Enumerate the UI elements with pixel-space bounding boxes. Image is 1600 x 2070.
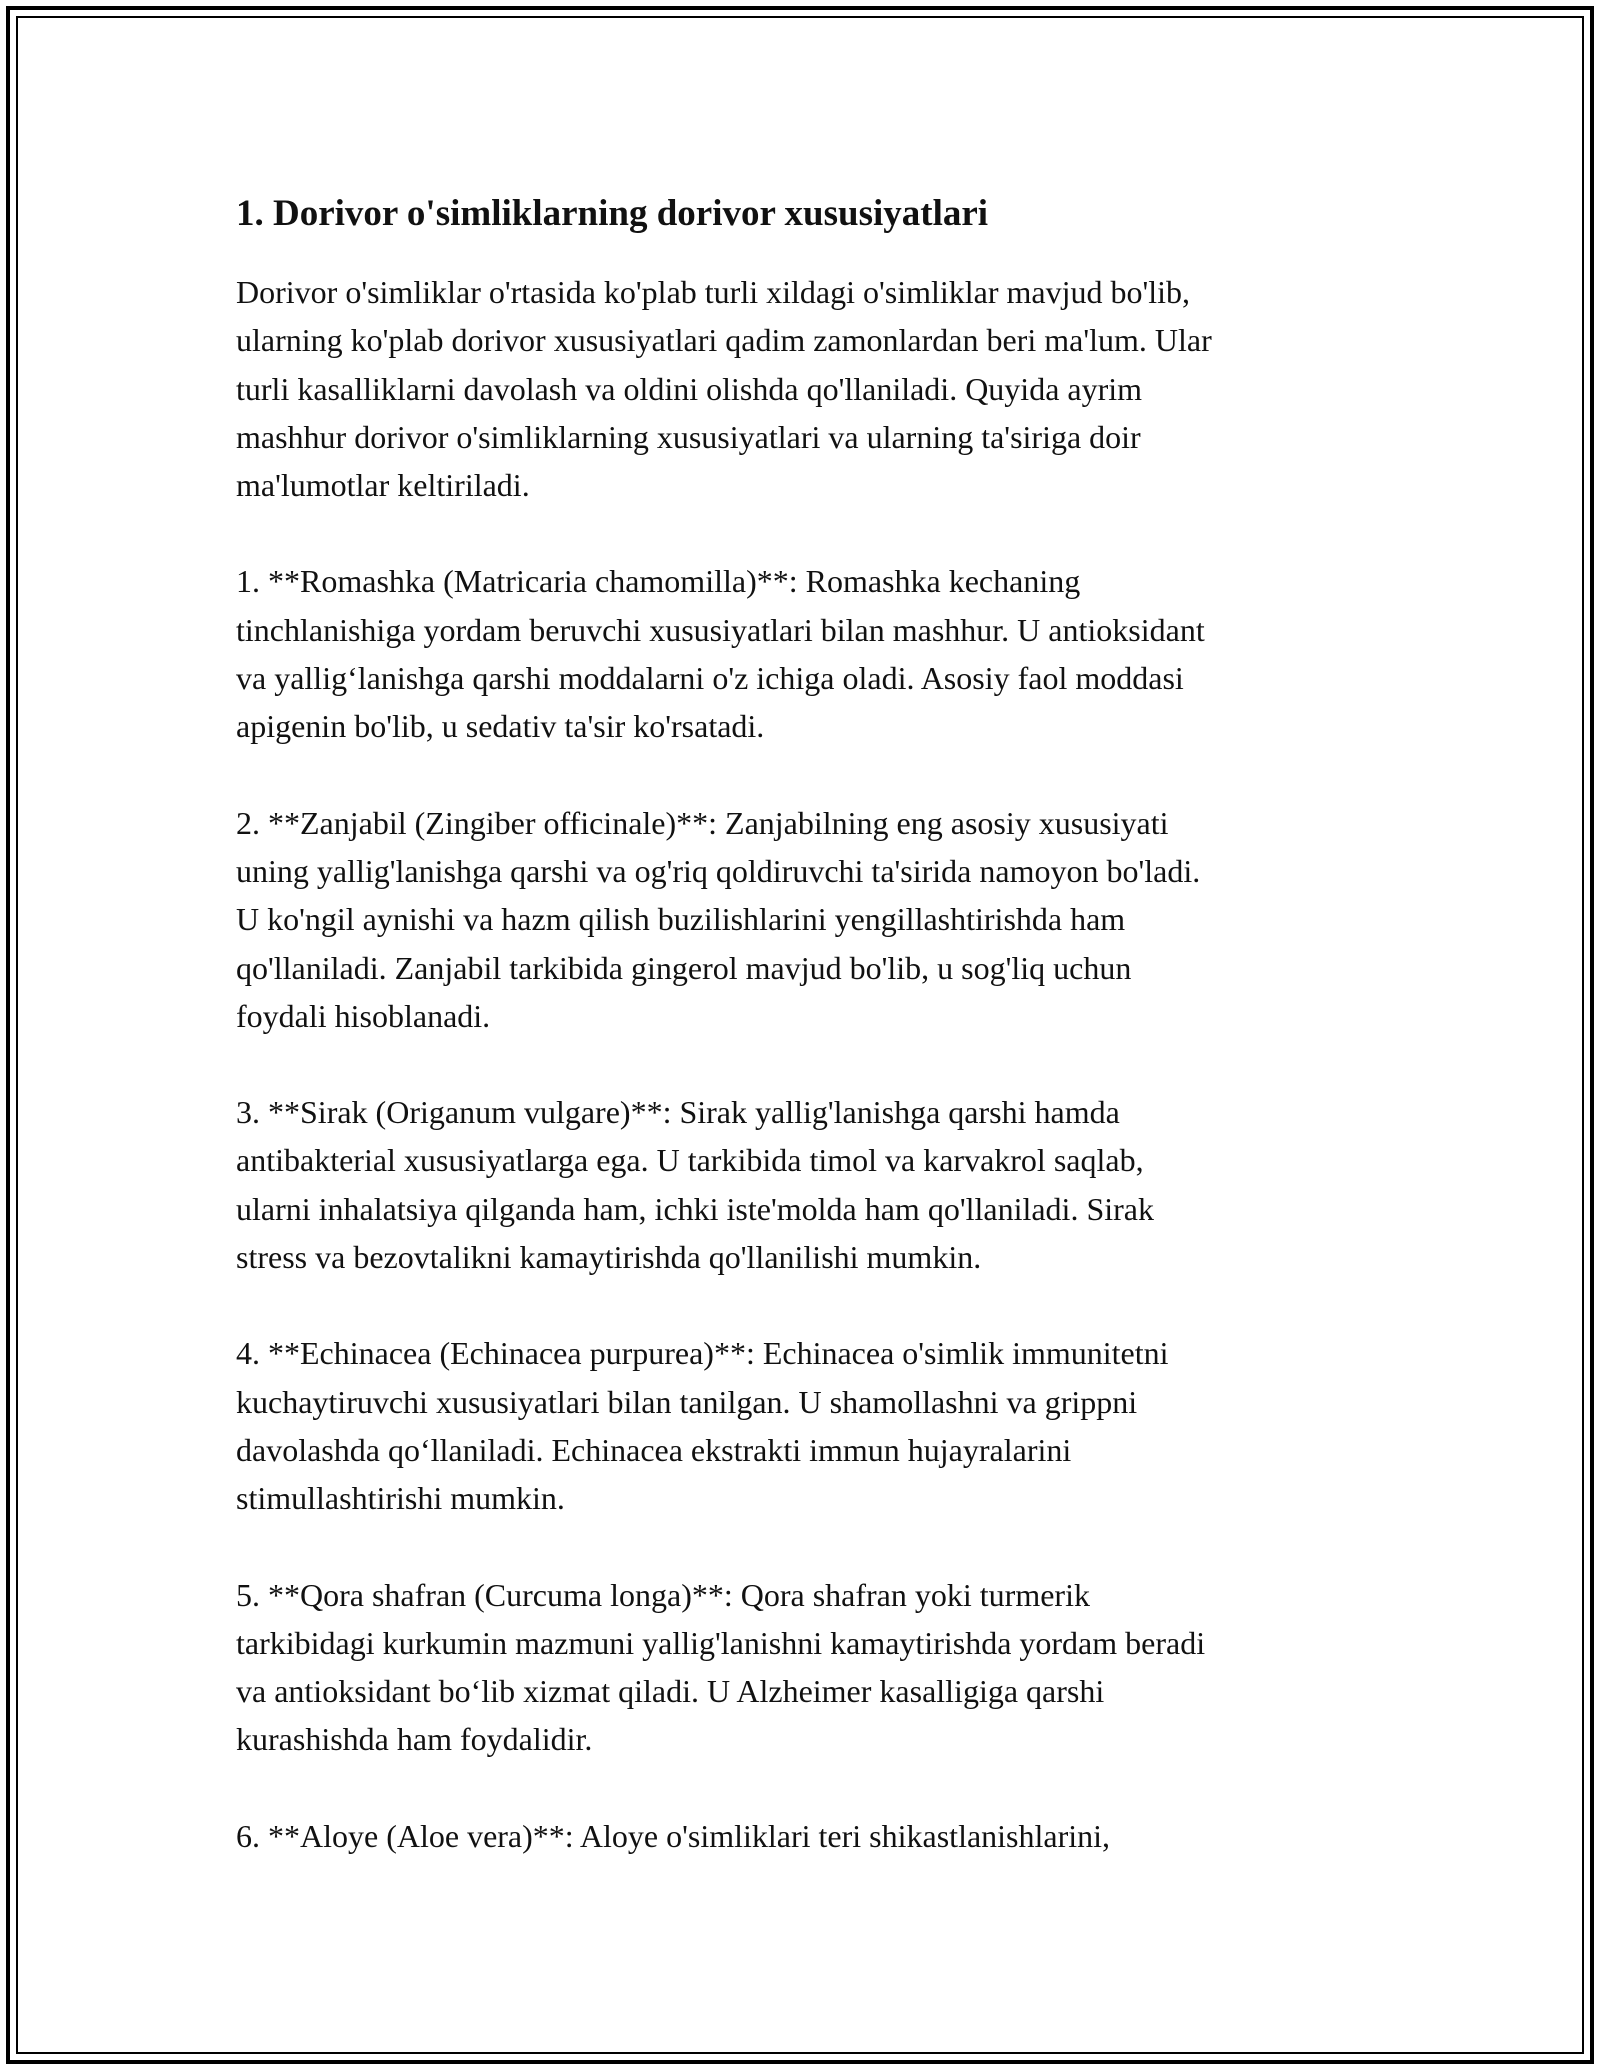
list-item-zanjabil: 2. **Zanjabil (Zingiber officinale)**: Zanjabilning eng asosiy xususiyati uning yallig'lanishga qarshi va og'riq qoldiruvchi ta'sirida namoyon bo'ladi. U ko'ngil aynishi va hazm qilish buzilishlarini yengillashtirishda ham qo'llaniladi. Zanjabil tarkibida gingerol mavjud bo'lib, u sog'liq uchun foydali hisoblanadi. — [236, 804, 1201, 1034]
list-item-echinacea: 4. **Echinacea (Echinacea purpurea)**: Echinacea o'simlik immunitetni kuchaytiruvchi xususiyatlari bilan tanilgan. U shamollashni va grippni davolashda qo‘llaniladi. Echinacea ekstrakti immun hujayralarini stimullashtirishi mumkin. — [236, 1335, 1169, 1517]
intro-paragraph: Dorivor o'simliklar o'rtasida ko'plab turli xildagi o'simliklar mavjud bo'lib, ularning ko'plab dorivor xususiyatlari qadim zamonlardan beri ma'lum. Ular turli kasalliklarni davolash va oldini olishda qo'llaniladi. Quyida ayrim mashhur dorivor o'simliklarning xususiyatlari va ularning ta'siriga doir ma'lumotlar keltiriladi. — [236, 274, 1212, 504]
list-item-sirak: 3. **Sirak (Origanum vulgare)**: Sirak yallig'lanishga qarshi hamda antibakterial xususiyatlarga ega. U tarkibida timol va karvakrol saqlab, ularni inhalatsiya qilganda ham, ichki iste'molda ham qo'llaniladi. Sirak stress va bezovtalikni kamaytirishda qo'llanilishi mumkin. — [236, 1094, 1154, 1276]
document-body — [236, 186, 1366, 1908]
list-item-aloye: 6. **Aloye (Aloe vera)**: Aloye o'simliklari teri shikastlanishlarini, — [236, 1817, 1111, 1854]
section-heading: 1. Dorivor o'simliklarning dorivor xususiyatlari — [236, 193, 989, 234]
list-item-romashka: 1. **Romashka (Matricaria chamomilla)**: Romashka kechaning tinchlanishiga yordam beruvchi xususiyatlari bilan mashhur. U antioksidant va yallig‘lanishga qarshi moddalarni o'z ichiga oladi. Asosiy faol moddasi apigenin bo'lib, u sedativ ta'sir ko'rsatadi. — [236, 563, 1205, 745]
list-item-qora-shafran: 5. **Qora shafran (Curcuma longa)**: Qora shafran yoki turmerik tarkibidagi kurkumin mazmuni yallig'lanishni kamaytirishda yordam beradi va antioksidant bo‘lib xizmat qiladi. U Alzheimer kasalligiga qarshi kurashishda ham foydalidir. — [236, 1576, 1206, 1758]
